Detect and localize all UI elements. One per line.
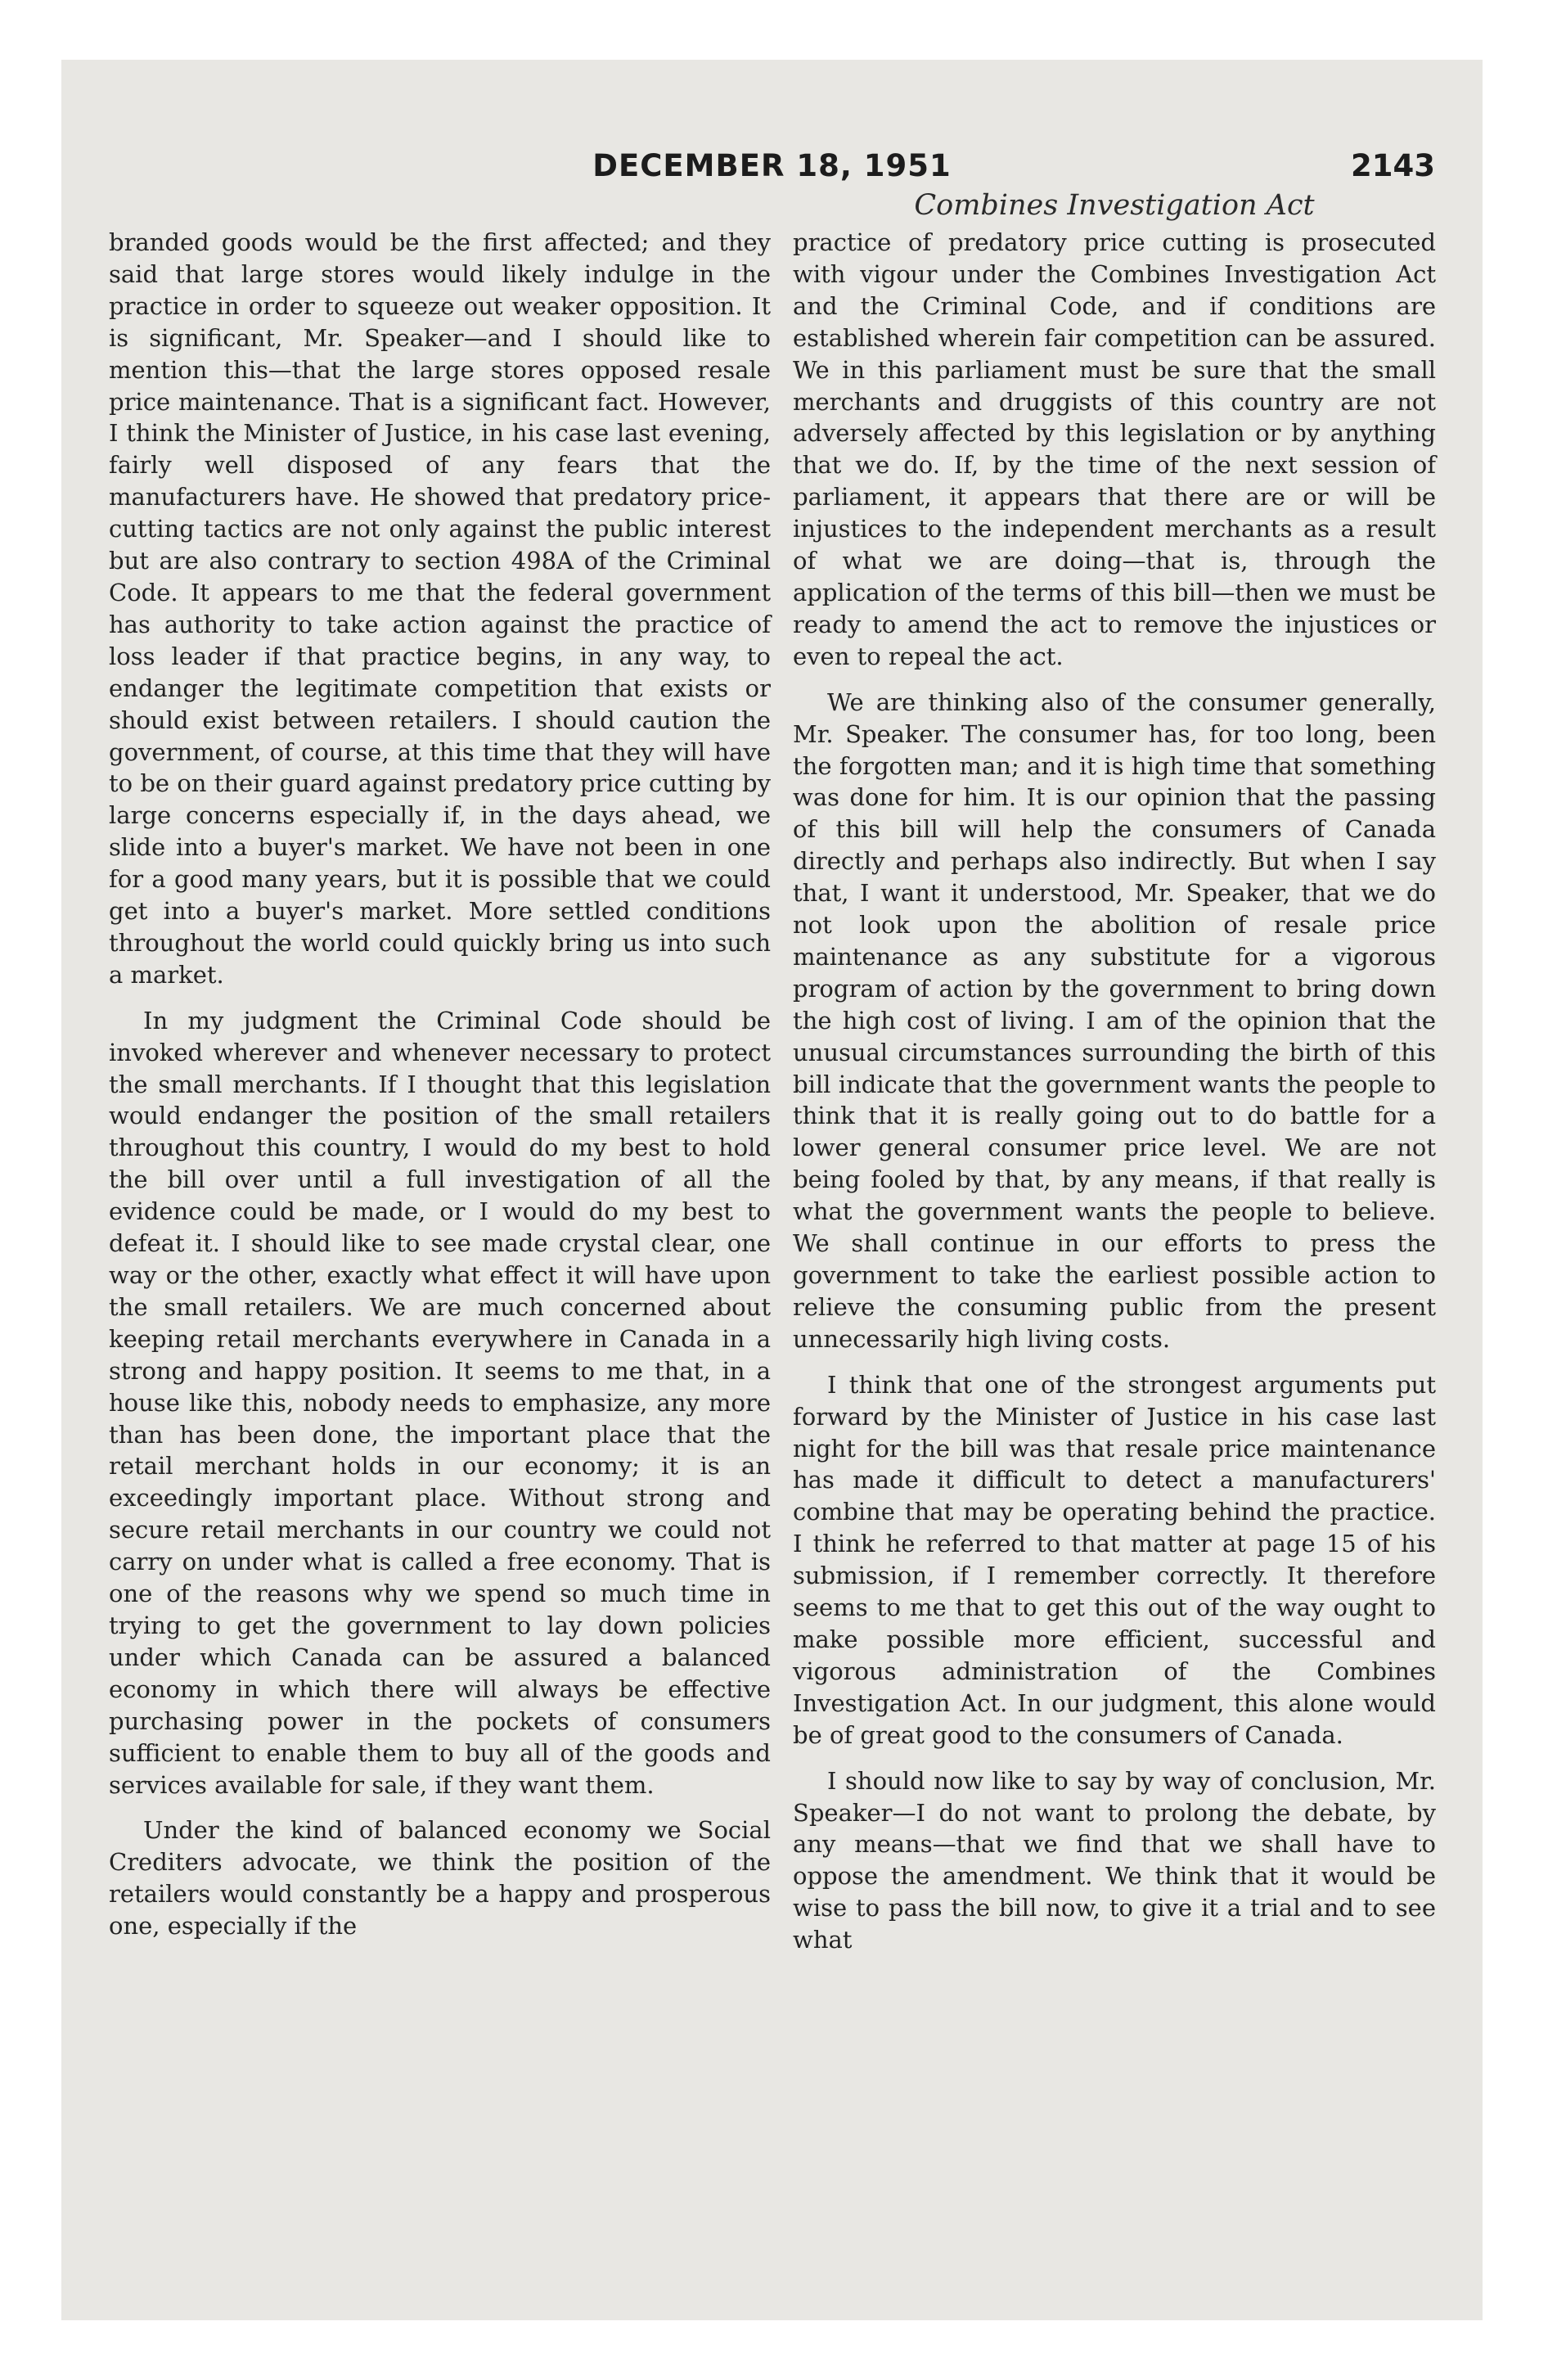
header-date: DECEMBER 18, 1951: [592, 148, 952, 183]
paragraph: Under the kind of balanced economy we Social Crediters advocate, we think the position of the retailers would constantly be a happy and prosperous one, especially if the: [109, 1816, 771, 1941]
page-number: 2143: [1351, 148, 1435, 183]
running-head-subtitle: Combines Investigation Act: [914, 189, 1315, 222]
right-column: [793, 227, 1436, 1970]
paragraph: I think that one of the strongest arguments put forward by the Minister of Justice in his case last night for the bill was that resale price maintenance has made it difficult to detect a manufacturers' combine that may be operating behind the practice. I think he referred to that matter at page 15 of his submission, if I remember correctly. It therefore seems to me that to get this out of the way ought to make possible more efficient, successful and vigorous administration of the Combines Investigation Act. In our judgment, this alone would be of great good to the consumers of Canada.: [793, 1370, 1436, 1749]
paragraph: practice of predatory price cutting is prosecuted with vigour under the Combines Investigation Act and the Criminal Code, and if conditions are established wherein fair competition can be assured. We in this parliament must be sure that the small merchants and druggists of this country are not adversely affected by this legislation or by anything that we do. If, by the time of the next session of parliament, it appears that there are or will be injustices to the independent merchants as a result of what we are doing—that is, through the application of the terms of this bill—then we must be ready to amend the act to remove the injustices or even to repeal the act.: [793, 228, 1436, 670]
left-column: [109, 227, 771, 1956]
paragraph: branded goods would be the first affected; and they said that large stores would likely indulge in the practice in order to squeeze out weaker opposition. It is significant, Mr. Speaker—and I should like to mention this—that the large stores opposed resale price maintenance. That is a significant fact. However, I think the Minister of Justice, in his case last evening, fairly well disposed of any fears that the manufacturers have. He showed that predatory price-cutting tactics are not only against the public interest but are also contrary to section 498A of the Criminal Code. It appears to me that the federal government has authority to take action against the practice of loss leader if that practice begins, in any way, to endanger the legitimate competition that exists or should exist between retailers. I should caution the government, of course, at this time that they will have to be on their guard against predatory price cutting by large concerns especially if, in the days ahead, we slide into a buyer's market. We have not been in one for a good many years, but it is possible that we could get into a buyer's market. More settled conditions throughout the world could quickly bring us into such a market.: [109, 228, 771, 989]
paragraph: In my judgment the Criminal Code should be invoked wherever and whenever necessary to protect the small merchants. If I thought that this legislation would endanger the position of the small retailers throughout this country, I would do my best to hold the bill over until a full investigation of all the evidence could be made, or I would do my best to defeat it. I should like to see made crystal clear, one way or the other, exactly what effect it will have upon the small retailers. We are much concerned about keeping retail merchants everywhere in Canada in a strong and happy position. It seems to me that, in a house like this, nobody needs to emphasize, any more than has been done, the important place that the retail merchant holds in our economy; it is an exceedingly important place. Without strong and secure retail merchants in our country we could not carry on under what is called a free economy. That is one of the reasons why we spend so much time in trying to get the government to lay down policies under which Canada can be assured a balanced economy in which there will always be effective purchasing power in the pockets of consumers sufficient to enable them to buy all of the goods and services available for sale, if they want them.: [109, 1006, 771, 1799]
paragraph: We are thinking also of the consumer generally, Mr. Speaker. The consumer has, for too long, been the forgotten man; and it is high time that something was done for him. It is our opinion that the passing of this bill will help the consumers of Canada directly and perhaps also indirectly. But when I say that, I want it understood, Mr. Speaker, that we do not look upon the abolition of resale price maintenance as any substitute for a vigorous program of action by the government to bring down the high cost of living. I am of the opinion that the unusual circumstances surrounding the birth of this bill indicate that the government wants the people to think that it is really going out to do battle for a lower general consumer price level. We are not being fooled by that, by any means, if that really is what the government wants the people to believe. We shall continue in our efforts to press the government to take the earliest possible action to relieve the consuming public from the present unnecessarily high living costs.: [793, 687, 1436, 1353]
paragraph: I should now like to say by way of conclusion, Mr. Speaker—I do not want to prolong the debate, by any means—that we find that we shall have to oppose the amendment. We think that it would be wise to pass the bill now, to give it a trial and to see what: [793, 1766, 1436, 1954]
document-page: [61, 60, 1483, 2320]
